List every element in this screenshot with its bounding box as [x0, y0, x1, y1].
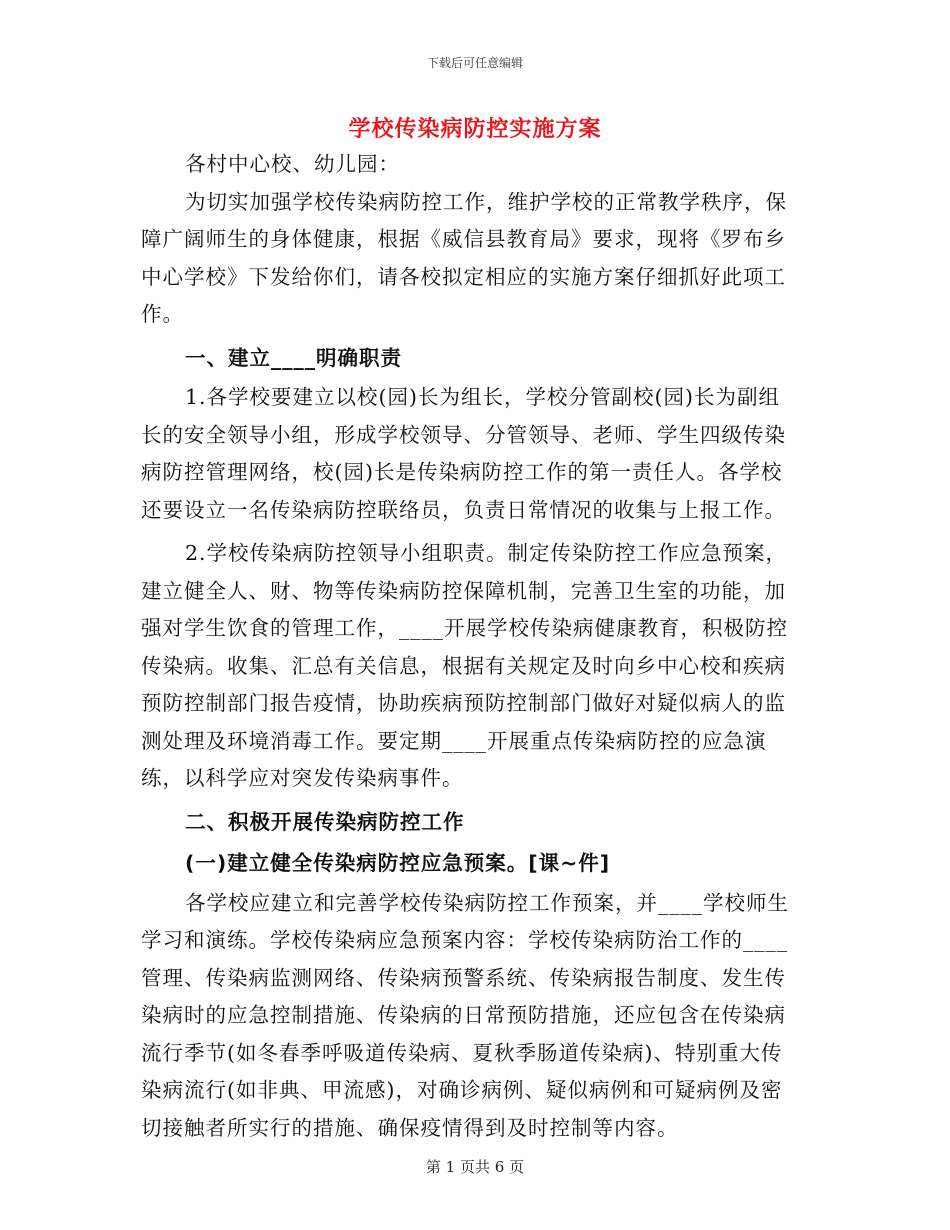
section-1-paragraph-2: 2.学校传染病防控领导小组职责。制定传染防控工作应急预案，建立健全人、财、物等传染病防控保障机制，完善卫生室的功能，加强对学生饮食的管理工作，____开展学校传染病健康教育，积极防控传染病。收集、汇总有关信息，根据有关规定及时向乡中心校和疾病预防控制部门报告疫情，协助疾病预防控制部门做好对疑似病人的监测处理及环境消毒工作。要定期____开展重点传染病防控的应急演练，以科学应对突发传染病事件。: [141, 541, 788, 790]
intro-paragraph: 为切实加强学校传染病防控工作，维护学校的正常教学秩序，保障广阔师生的身体健康，根据《威信县教育局》要求，现将《罗布乡中心学校》下发给你们，请各校拟定相应的实施方案仔细抓好此项工作。: [141, 189, 787, 326]
section-1-paragraph-1: 1.各学校要建立以校(园)长为组长，学校分管副校(园)长为副组长的安全领导小组，形成学校领导、分管领导、老师、学生四级传染病防控管理网络，校(园)长是传染病防控工作的第一责任人。各学校还要设立一名传染病防控联络员，负责日常情况的收集与上报工作。: [141, 385, 786, 522]
page-footer: 第 1 页共 6 页: [425, 1158, 525, 1176]
document-title: 学校传染病防控实施方案: [348, 117, 602, 142]
salutation: 各村中心校、幼儿园：: [185, 152, 400, 176]
header-note: 下载后可任意编辑: [426, 56, 523, 70]
section-2-subheading-1: (一)建立健全传染病防控应急预案。[课~件]: [185, 851, 611, 875]
section-2-paragraph-1: 各学校应建立和完善学校传染病防控工作预案，并____学校师生学习和演练。学校传染病应急预案内容：学校传染病防治工作的____管理、传染病监测网络、传染病预警系统、传染病报告制度、发生传染病时的应急控制措施、传染病的日常预防措施，还应包含在传染病流行季节(如冬春季呼吸道传染病、夏秋季肠道传染病)、特别重大传染病流行(如非典、甲流感)，对确诊病例、疑似病例和可疑病例及密切接触者所实行的措施、确保疫情得到及时控制等内容。: [141, 890, 789, 1140]
section-2-heading: 二、积极开展传染病防控工作: [185, 809, 465, 834]
section-1-heading: 一、建立____明确职责: [185, 345, 402, 370]
document-body: [141, 146, 801, 1147]
